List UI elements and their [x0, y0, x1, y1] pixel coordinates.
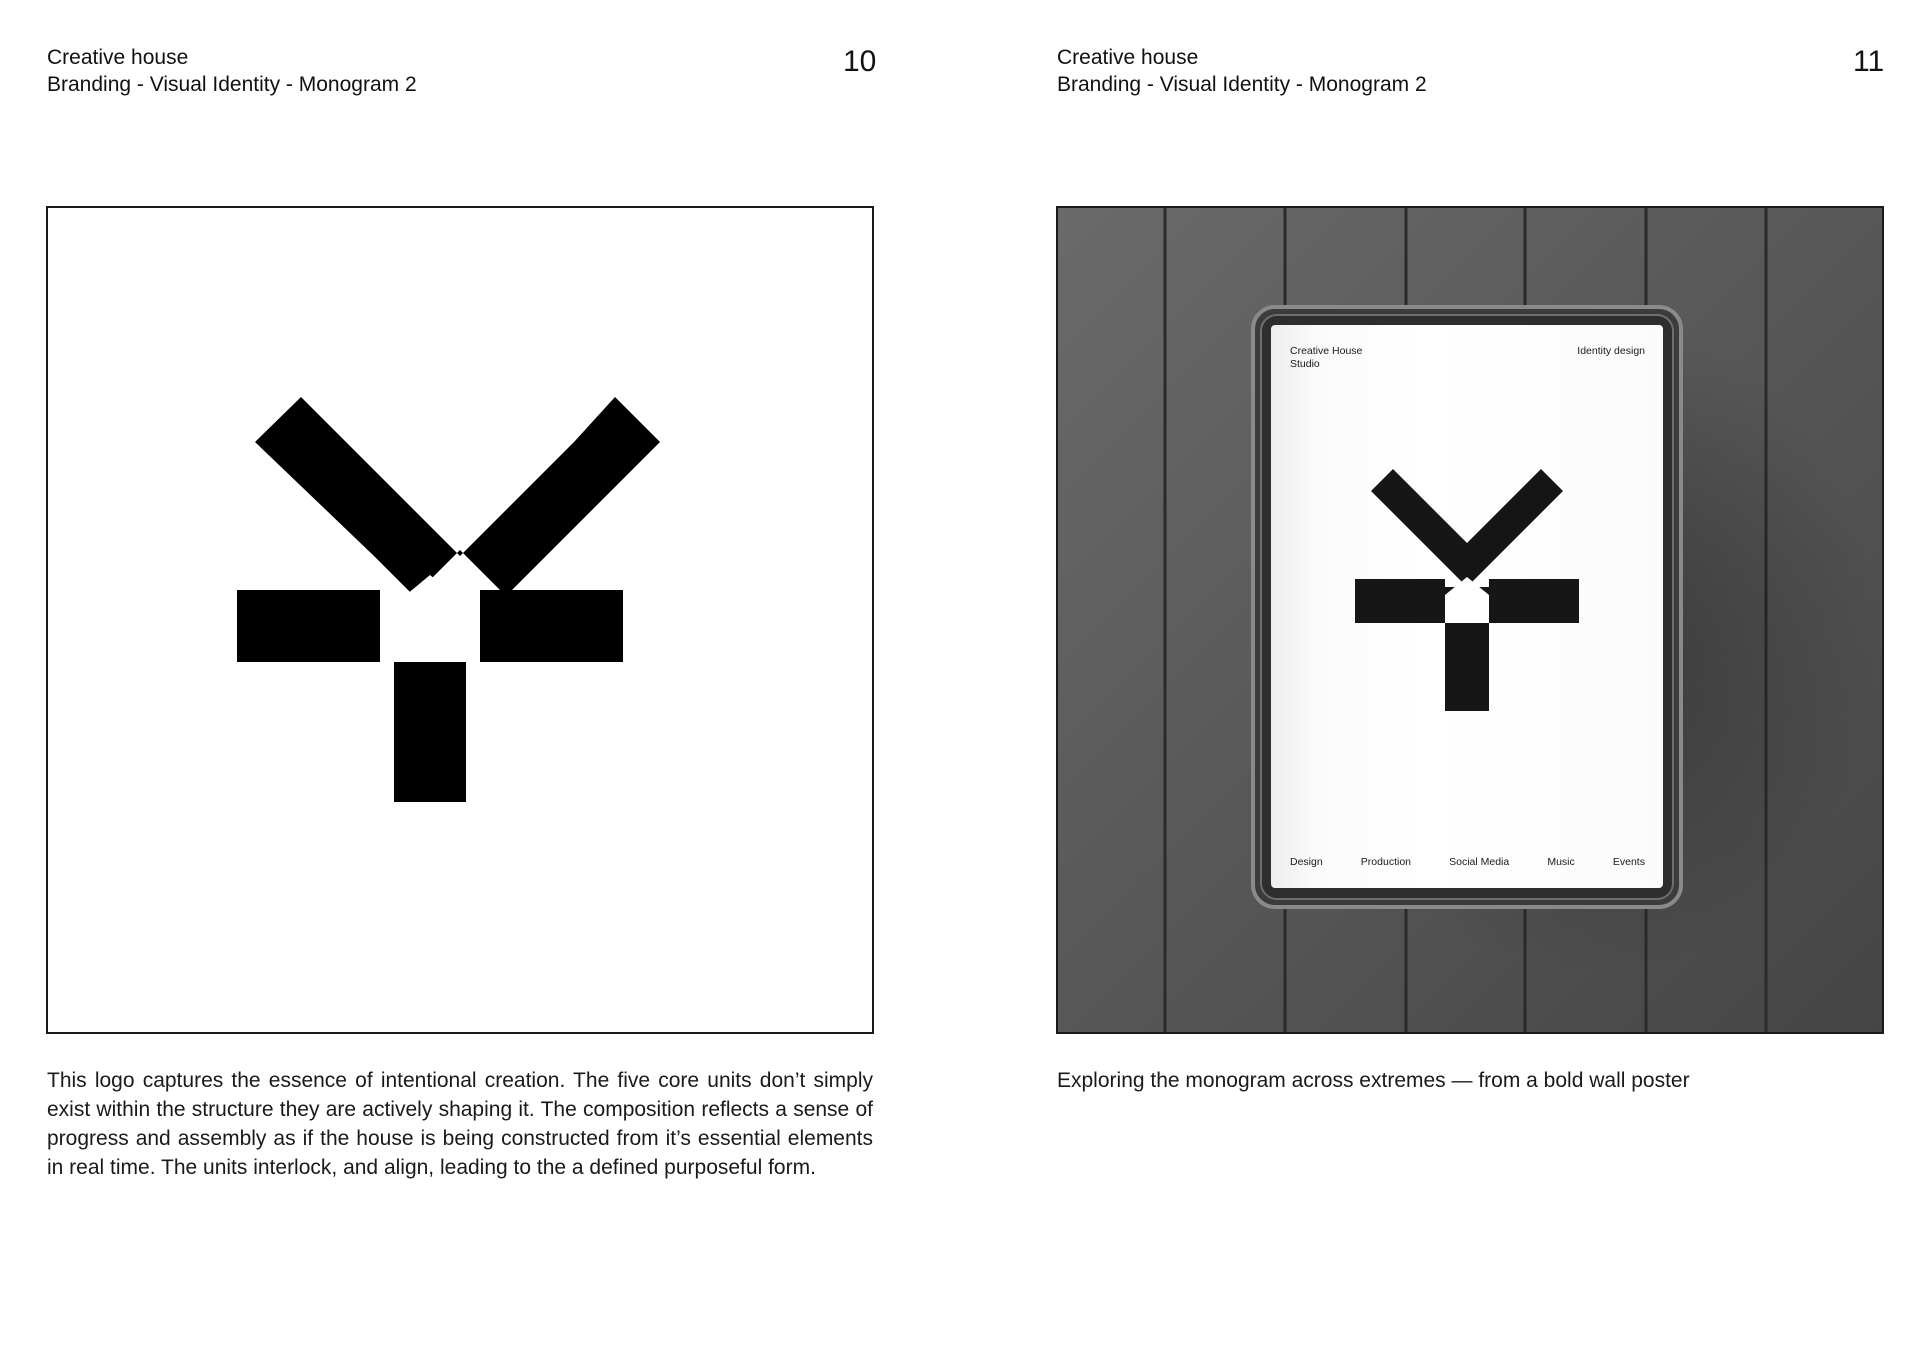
page-number: 11	[1853, 45, 1885, 78]
body-caption: Exploring the monogram across extremes — from a bold wall poster	[1057, 1069, 1690, 1092]
header-subtitle: Branding - Visual Identity - Monogram 2	[47, 73, 417, 96]
page-number: 10	[843, 45, 877, 78]
poster-nav-events: Events	[1612, 856, 1645, 868]
right-page	[960, 0, 1920, 1358]
poster-studio-line1: Creative House	[1290, 345, 1363, 357]
poster-sheet	[1271, 325, 1663, 888]
page-header	[1057, 44, 1427, 98]
monogram-logo	[48, 208, 872, 1032]
body-caption: This logo captures the essence of intentional creation. The five core units don’t simply exist within the structure they are actively shaping it. The composition reflects a sense of progress and assembly as if the house is being constructed from it’s essential elements in real time. The units interlock, and align, leading to the a defined purposeful form.	[47, 1069, 873, 1179]
page-header	[47, 44, 417, 98]
header-title: Creative house	[1057, 46, 1199, 69]
poster-tag: Identity design	[1577, 345, 1645, 357]
poster-nav-social-media: Social Media	[1449, 856, 1510, 868]
poster-nav-design: Design	[1290, 856, 1323, 868]
poster-nav-production: Production	[1360, 856, 1411, 868]
poster-frame	[1251, 305, 1683, 909]
monogram-frame	[46, 206, 874, 1034]
poster-studio-line2: Studio	[1290, 358, 1320, 370]
header-title: Creative house	[47, 46, 189, 69]
poster-nav-music: Music	[1547, 856, 1575, 868]
header-subtitle: Branding - Visual Identity - Monogram 2	[1057, 73, 1427, 96]
poster-mockup-photo	[1056, 206, 1884, 1034]
poster-nav	[1290, 856, 1645, 869]
poster-monogram	[1271, 325, 1663, 888]
